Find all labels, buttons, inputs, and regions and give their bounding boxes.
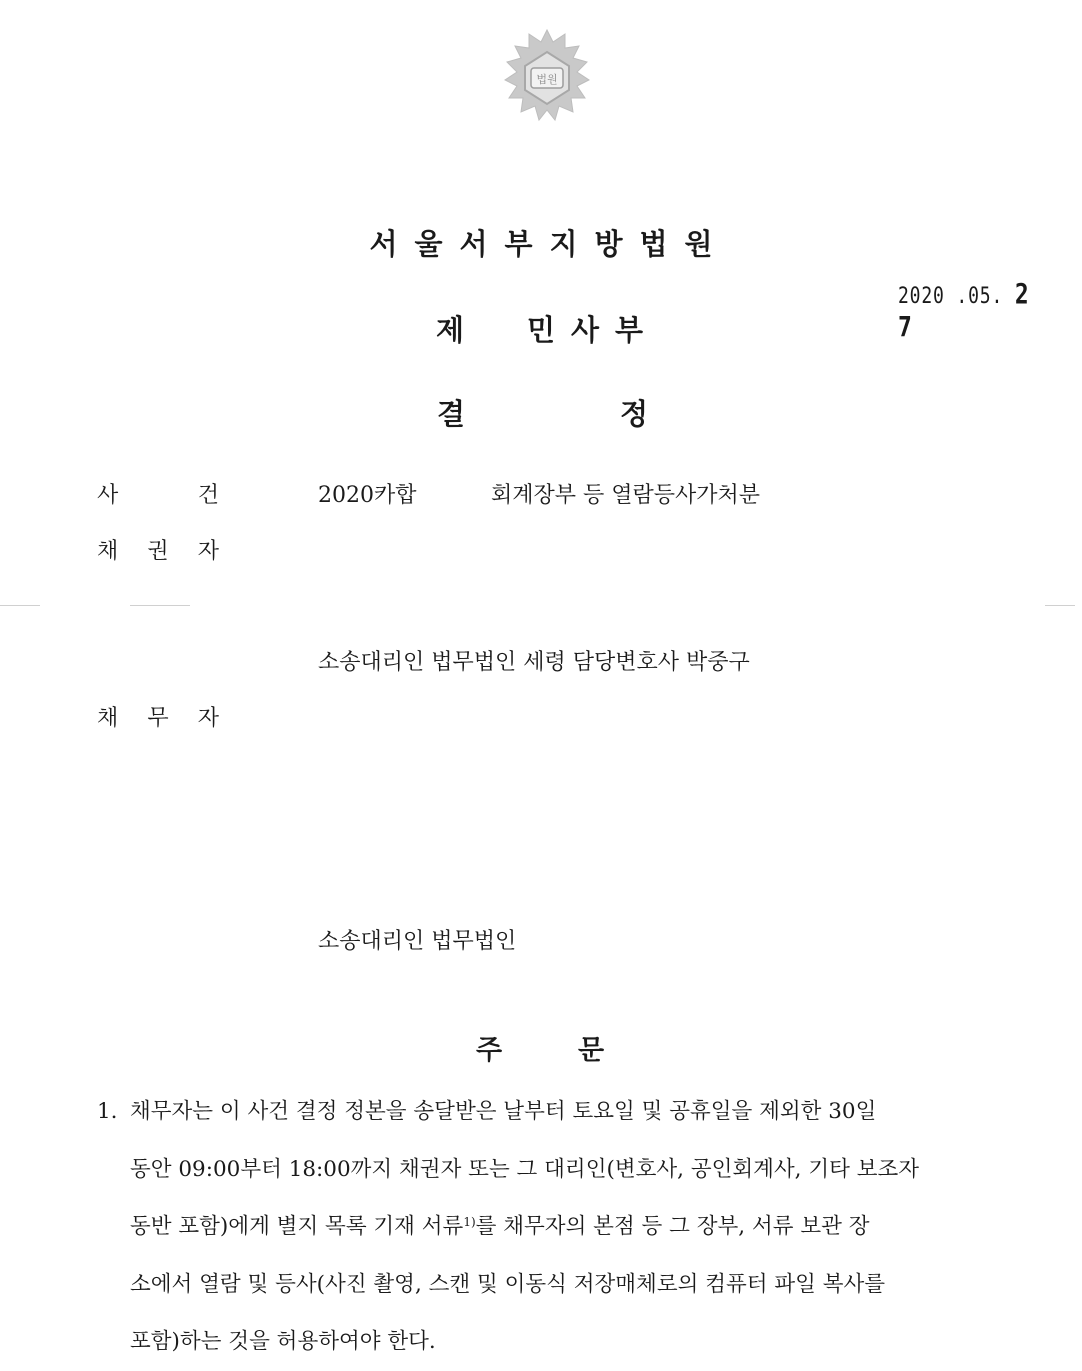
order-title-char-2: 문 [578,1035,605,1066]
case-label-char: 건 [197,483,219,508]
stamp-date-prefix: 2020 .05. [898,284,1004,309]
order-title-char-1: 주 [476,1035,503,1066]
debtor-label-char: 무 [147,706,169,731]
order-line-text: 동반 포함)에게 별지 목록 기재 서류 [130,1214,464,1239]
doc-type-char-1: 결 [437,397,466,431]
order-paragraph [97,1083,997,1371]
debtor-label-char: 채 [97,706,119,731]
division-prefix: 제 [436,313,465,347]
court-name: 서울서부지방법원 [369,227,730,261]
order-line: 소에서 열람 및 등사(사진 촬영, 스캔 및 이동식 저장매체로의 컴퓨터 파일 복사를 [130,1271,886,1297]
debtor-label-char: 자 [197,706,219,731]
creditor-label [97,534,219,565]
creditor-label-char: 채 [97,539,119,564]
order-line-text: 채무자는 이 사건 결정 정본을 송달받은 날부터 토요일 및 공휴일을 제외한 30일 [130,1099,877,1124]
court-seal-emblem [493,24,601,132]
scan-artifact [0,605,40,606]
case-label-char: 사 [97,483,119,508]
order-line-text: 를 채무자의 본점 등 그 장부, 서류 보관 장 [475,1214,870,1239]
debtor-agent: 소송대리인 법무법인 [318,929,517,954]
stamp-date-day: 2 7 [898,277,1032,343]
case-title: 회계장부 등 열람등사가처분 [491,483,761,508]
order-line: 포함)하는 것을 허용하여야 한다. [130,1329,436,1354]
creditor-agent: 소송대리인 법무법인 세령 담당변호사 박중구 [318,650,750,675]
case-number: 2020카합 [318,483,417,508]
division-name: 민사부 [527,313,660,347]
debtor-label [97,701,219,732]
order-line [97,1083,997,1141]
scan-artifact [1045,605,1075,606]
doc-type-char-2: 정 [620,397,649,431]
division-title [0,308,1082,348]
footnote-ref: 1) [463,1215,476,1229]
case-label [97,478,219,509]
order-line [97,1198,997,1256]
order-item-number: 1. [97,1099,118,1124]
scan-artifact [130,605,190,606]
creditor-label-char: 권 [147,539,169,564]
creditor-label-char: 자 [197,539,219,564]
seal-text: 법원 [536,73,558,86]
order-line: 동안 09:00부터 18:00까지 채권자 또는 그 대리인(변호사, 공인회계사, 기타 보조자 [130,1156,920,1182]
